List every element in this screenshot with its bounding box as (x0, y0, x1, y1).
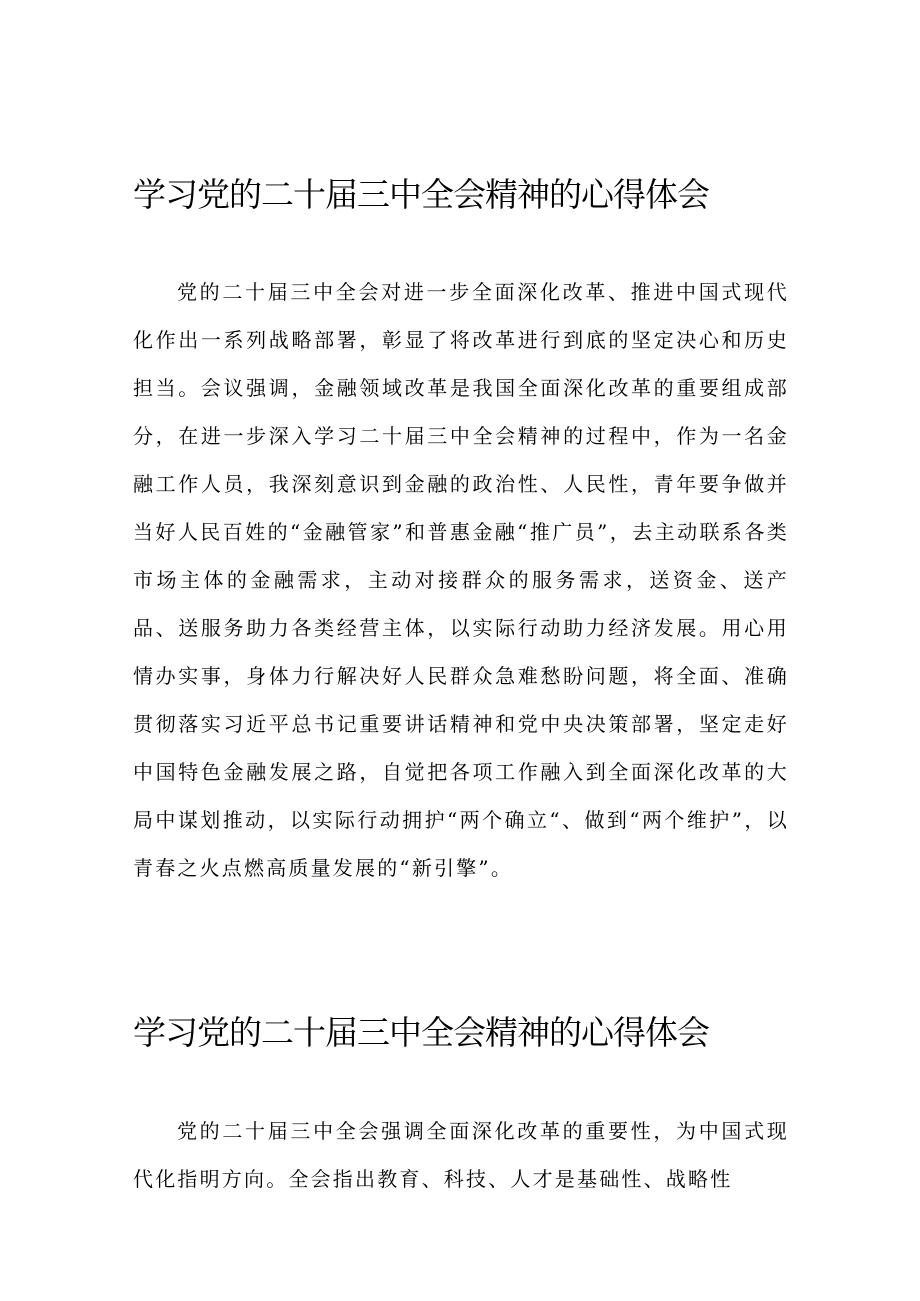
section-paragraph: 党的二十届三中全会强调全面深化改革的重要性，为中国式现代化指明方向。全会指出教育、科技、人才是基础性、战略性 (133, 1119, 789, 1191)
section-title: 学习党的二十届三中全会精神的心得体会 (133, 175, 709, 214)
section-paragraph: 党的二十届三中全会对进一步全面深化改革、推进中国式现代化作出一系列战略部署，彰显了将改革进行到底的坚定决心和历史担当。会议强调，金融领域改革是我国全面深化改革的重要组成部分，在进一步深入学习二十届三中全会精神的过程中，作为一名金融工作人员，我深刻意识到金融的政治性、人民性，青年要争做并当好人民百姓的“金融管家”和普惠金融“推广员”，去主动联系各类市场主体的金融需求，主动对接群众的服务需求，送资金、送产品、送服务助力各类经营主体，以实际行动助力经济发展。用心用情办实事，身体力行解决好人民群众急难愁盼问题，将全面、准确贯彻落实习近平总书记重要讲话精神和党中央决策部署，坚定走好中国特色金融发展之路，自觉把各项工作融入到全面深化改革的大局中谋划推动，以实际行动拥护“两个确立“、做到“两个维护”，以青春之火点燃高质量发展的“新引擎”。 (133, 280, 789, 880)
section-title: 学习党的二十届三中全会精神的心得体会 (133, 1013, 709, 1052)
